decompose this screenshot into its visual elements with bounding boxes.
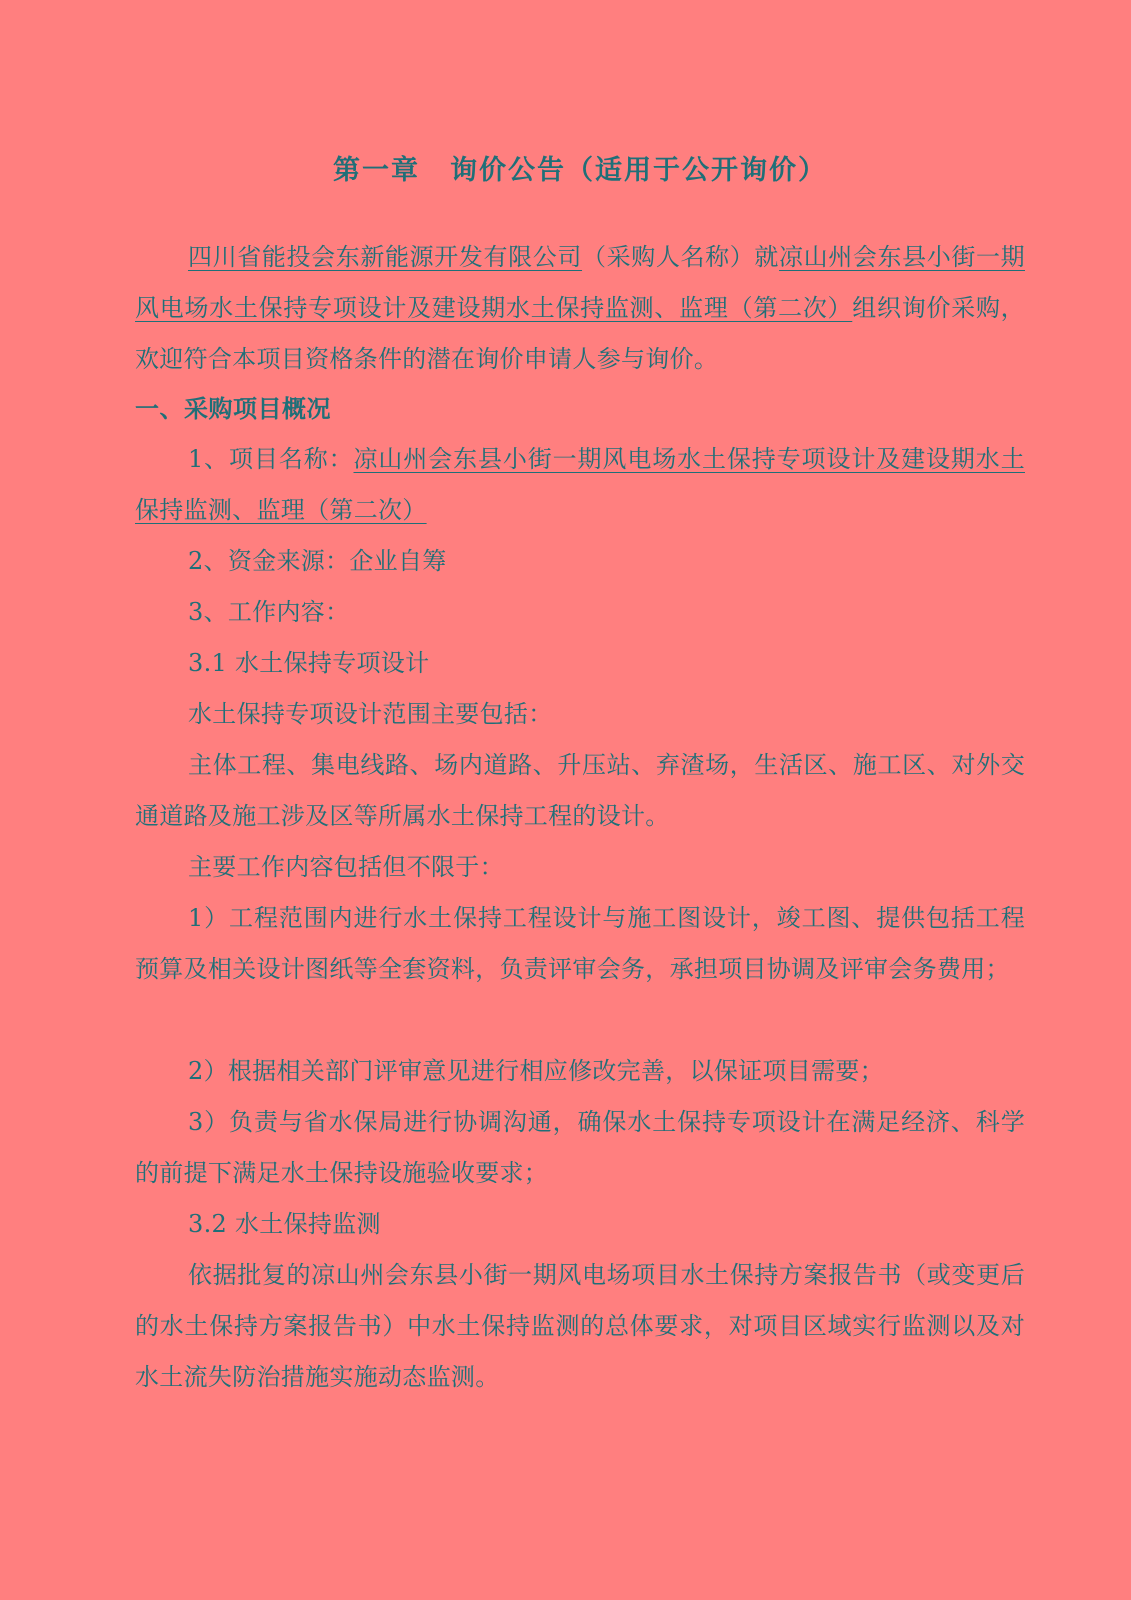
chapter-number: 第一章 [333,155,420,186]
item-funding-source: 2、资金来源：企业自筹 [188,547,447,575]
item1-label: 1、项目名称： [188,445,354,473]
work-item-1: 1）工程范围内进行水土保持工程设计与施工图设计，竣工图、提供包括工程预算及相关设计图纸等全套资料，负责评审会务，承担项目协调及评审会务费用； [135,904,1025,983]
work-intro: 主要工作内容包括但不限于： [188,853,504,881]
work-item-2: 2）根据相关部门评审意见进行相应修改完善，以保证项目需要； [188,1057,884,1085]
project-name: 凉山州会东县小街一期风电场水土保持专项设计及建设期水土保持监测、监理（第二次） [135,243,1025,322]
buyer-note: （采购人名称）就 [582,243,780,271]
subsection-3-1: 3.1 水土保持专项设计 [188,649,430,677]
scope-intro: 水土保持专项设计范围主要包括： [188,700,553,728]
buyer-name: 四川省能投会东新能源开发有限公司 [188,243,583,271]
scope-text: 主体工程、集电线路、场内道路、升压站、弃渣场，生活区、施工区、对外交通道路及施工涉及区等所属水土保持工程的设计。 [135,751,1025,830]
chapter-title [135,148,1025,187]
monitor-text: 依据批复的凉山州会东县小街一期风电场项目水土保持方案报告书（或变更后的水土保持方案报告书）中水土保持监测的总体要求，对项目区域实行监测以及对水土流失防治措施实施动态监测。 [135,1261,1025,1391]
section-heading-overview: 一、采购项目概况 [135,394,331,423]
intro-tail: 组织询价采购，欢迎符合本项目资格条件的潜在询价申请人参与询价。 [135,294,1025,373]
intro-paragraph [135,232,1025,385]
item-project-name [135,434,1025,536]
work-item-3: 3）负责与省水保局进行协调沟通，确保水土保持专项设计在满足经济、科学的前提下满足水土保持设施验收要求； [135,1108,1025,1187]
item-work-content: 3、工作内容： [188,598,350,626]
chapter-name: 询价公告（适用于公开询价） [450,155,827,186]
subsection-3-2: 3.2 水土保持监测 [188,1210,381,1238]
item1-value: 凉山州会东县小街一期风电场水土保持专项设计及建设期水土保持监测、监理（第二次） [135,445,1025,524]
